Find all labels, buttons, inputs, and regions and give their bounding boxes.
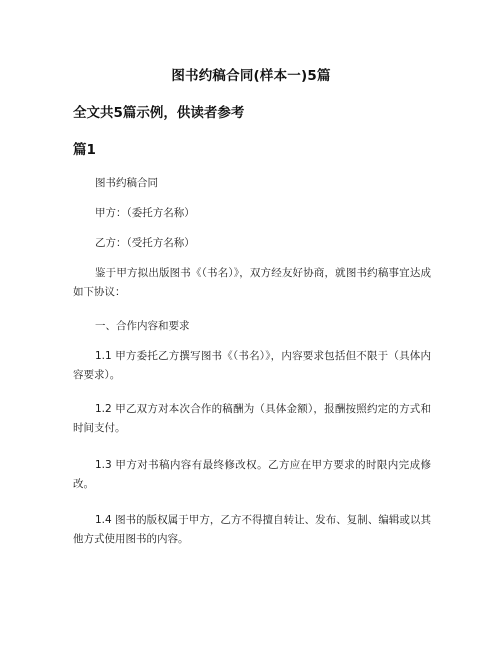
paragraph-clause-1-2: 1.2 甲乙双方对本次合作的稿酬为（具体金额），报酬按照约定的方式和时间支付。 xyxy=(73,403,431,434)
paragraph-section-heading: 一、合作内容和要求 xyxy=(95,320,190,332)
paragraph-clause-1-3: 1.3 甲方对书稿内容有最终修改权。乙方应在甲方要求的时限内完成修改。 xyxy=(73,459,431,490)
paragraph-party-b: 乙方：（受托方名称） xyxy=(95,237,195,249)
paragraph-preamble: 鉴于甲方拟出版图书《（书名）》，双方经友好协商，就图书约稿事宜达成如下协议： xyxy=(73,267,431,298)
document-subtitle: 全文共5篇示例，供读者参考 xyxy=(73,105,245,121)
paragraph-clause-1-4: 1.4 图书的版权属于甲方，乙方不得擅自转让、发布、复制、编辑或以其他方式使用图书的内容。 xyxy=(73,514,431,545)
document-title: 图书约稿合同(样本一)5篇 xyxy=(171,68,331,84)
paragraph-party-a: 甲方：（委托方名称） xyxy=(95,207,195,219)
paragraph-clause-1-1: 1.1 甲方委托乙方撰写图书《（书名）》，内容要求包括但不限于（具体内容要求）。 xyxy=(73,350,431,381)
section-heading: 篇1 xyxy=(73,142,96,158)
paragraph-contract-title: 图书约稿合同 xyxy=(95,177,158,189)
